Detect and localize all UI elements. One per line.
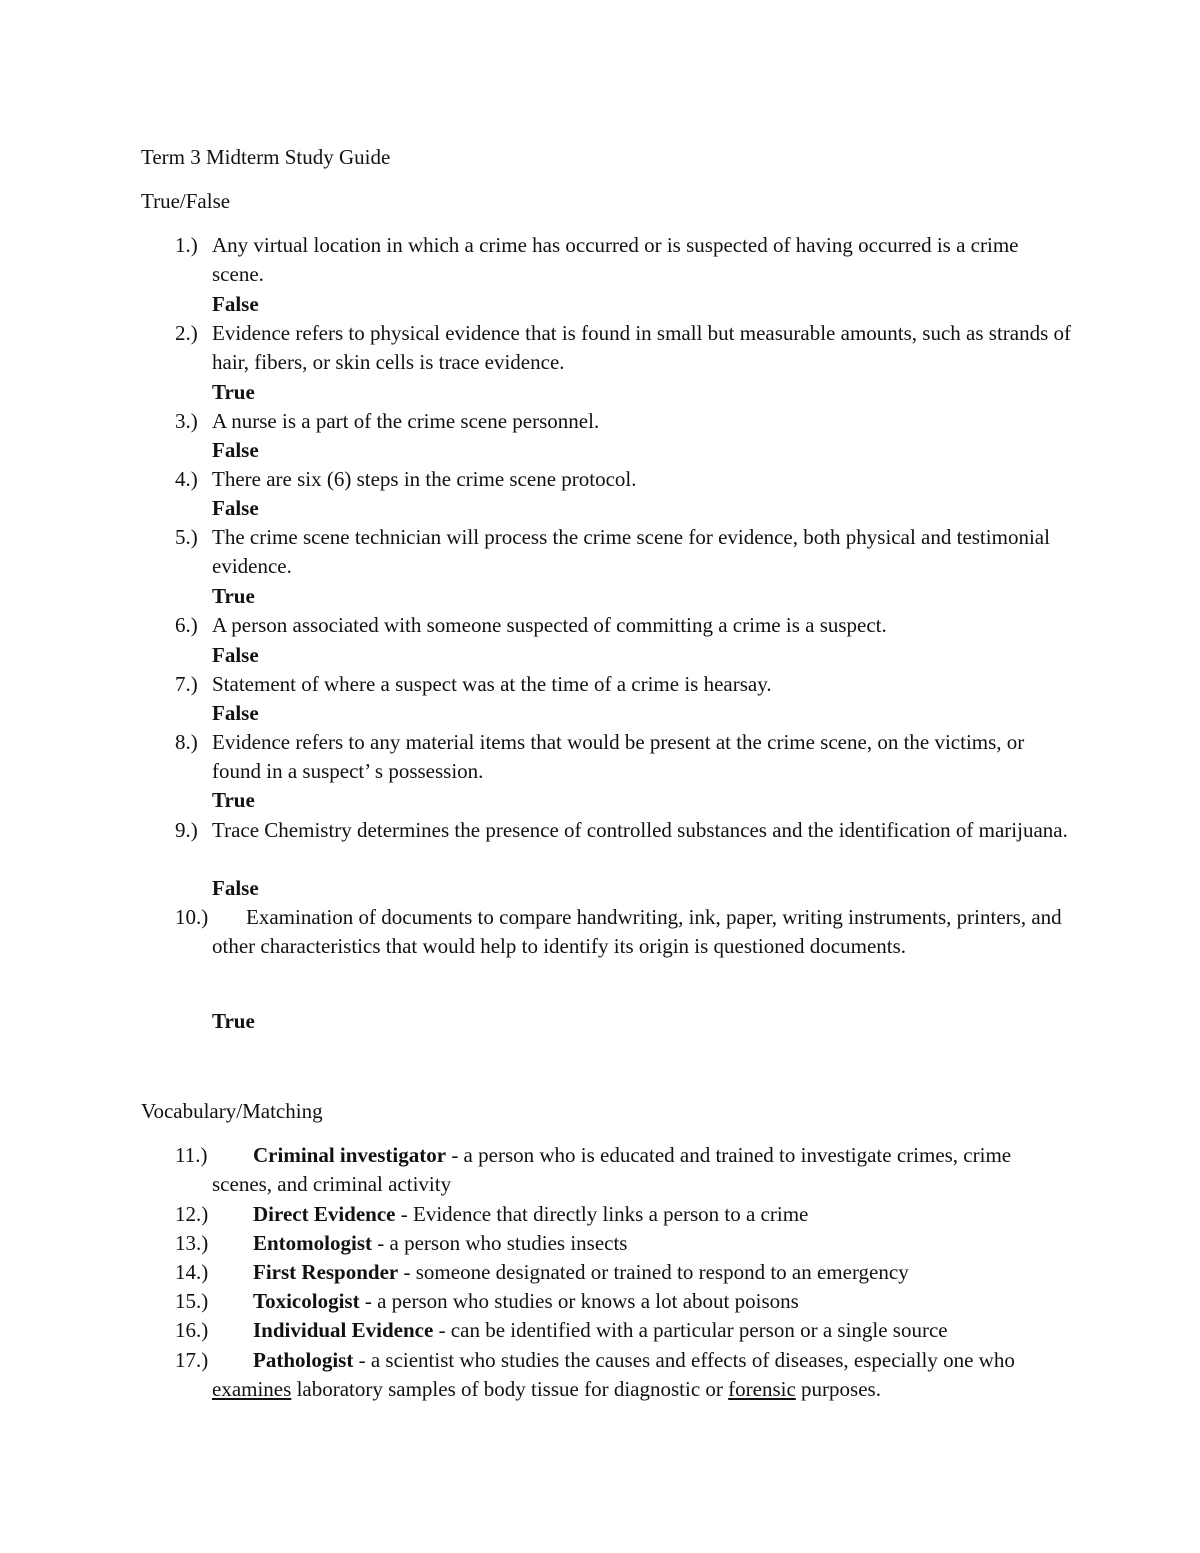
item-number: 1.) (175, 233, 198, 257)
vocab-term: Entomologist (253, 1231, 373, 1255)
item-number: 13.) (175, 1231, 209, 1255)
vocab-definition: - a person who studies or knows a lot about poisons (359, 1289, 799, 1313)
vocab-definition: - a person who is educated and trained to investigate crimes, crime scenes, and criminal activity (212, 1143, 1012, 1196)
vocab-definition: - someone designated or trained to respond to an emergency (398, 1260, 909, 1284)
item-answer: False (212, 496, 259, 520)
item-text: Evidence refers to physical evidence that is found in small but measurable amounts, such as strands of hair, fibers, or skin cells is trace evidence. (212, 321, 1072, 374)
item-text: Statement of where a suspect was at the time of a crime is hearsay. (212, 672, 772, 696)
item-number: 14.) (175, 1260, 209, 1284)
vocab-term: Pathologist (253, 1348, 354, 1372)
item-number: 15.) (175, 1289, 209, 1313)
item-text: The crime scene technician will process the crime scene for evidence, both physical and testimonial evidence. (212, 525, 1050, 578)
vocab-definition-cont: laboratory samples of body tissue for diagnostic or (291, 1377, 729, 1401)
vocab-term: Criminal investigator (253, 1143, 447, 1167)
forensic-link[interactable]: forensic (728, 1377, 796, 1401)
item-number: 7.) (175, 672, 198, 696)
vocab-entry (212, 1258, 1072, 1287)
item-answer: True (212, 584, 255, 608)
vocab-entry (212, 1346, 1072, 1404)
item-text: Evidence refers to any material items that would be present at the crime scene, on the victims, or found in a suspect’ s possession. (212, 730, 1025, 783)
item-answer: False (212, 438, 259, 462)
item-text: Any virtual location in which a crime has occurred or is suspected of having occurred is a crime scene. (212, 233, 1019, 286)
item-number: 10.) (175, 905, 209, 929)
vocab-definition: - a person who studies insects (372, 1231, 628, 1255)
item-text: Trace Chemistry determines the presence of controlled substances and the identification of marijuana. (212, 818, 1068, 842)
item-number: 2.) (175, 321, 198, 345)
item-number: 17.) (175, 1348, 209, 1372)
item-answer: False (212, 643, 259, 667)
document-title: Term 3 Midterm Study Guide (141, 145, 391, 169)
item-number: 16.) (175, 1318, 209, 1342)
item-number: 5.) (175, 525, 198, 549)
examines-link[interactable]: examines (212, 1377, 292, 1401)
vocab-definition-end: purposes. (795, 1377, 881, 1401)
item-number: 9.) (175, 818, 198, 842)
item-answer: True (212, 788, 255, 812)
vocab-entry (212, 1200, 1072, 1229)
item-answer: True (212, 1009, 255, 1033)
item-text: There are six (6) steps in the crime scene protocol. (212, 467, 637, 491)
vocab-term: Individual Evidence (253, 1318, 434, 1342)
item-text: Examination of documents to compare handwriting, ink, paper, writing instruments, printers, and other characteristics that would help to identify its origin is questioned documents. (212, 905, 1062, 958)
item-answer: False (212, 876, 259, 900)
item-text: A nurse is a part of the crime scene personnel. (212, 409, 600, 433)
item-number: 12.) (175, 1202, 209, 1226)
vocab-term: Direct Evidence (253, 1202, 396, 1226)
vocab-definition: - can be identified with a particular person or a single source (433, 1318, 948, 1342)
item-text: A person associated with someone suspected of committing a crime is a suspect. (212, 613, 887, 637)
vocab-entry (212, 1141, 1072, 1199)
vocab-term: First Responder (253, 1260, 399, 1284)
true-false-heading: True/False (141, 189, 231, 213)
item-number: 4.) (175, 467, 198, 491)
item-number: 3.) (175, 409, 198, 433)
vocab-definition: - Evidence that directly links a person to a crime (395, 1202, 809, 1226)
item-answer: False (212, 292, 259, 316)
item-number: 11.) (175, 1143, 208, 1167)
vocab-entry (212, 1316, 1072, 1345)
vocab-heading: Vocabulary/Matching (141, 1099, 323, 1123)
vocab-entry (212, 1229, 1072, 1258)
vocab-term: Toxicologist (253, 1289, 360, 1313)
vocab-definition: - a scientist who studies the causes and effects of diseases, especially one who (353, 1348, 1015, 1372)
item-answer: True (212, 380, 255, 404)
item-number: 6.) (175, 613, 198, 637)
item-answer: False (212, 701, 259, 725)
item-number: 8.) (175, 730, 198, 754)
vocab-entry (212, 1287, 1072, 1316)
